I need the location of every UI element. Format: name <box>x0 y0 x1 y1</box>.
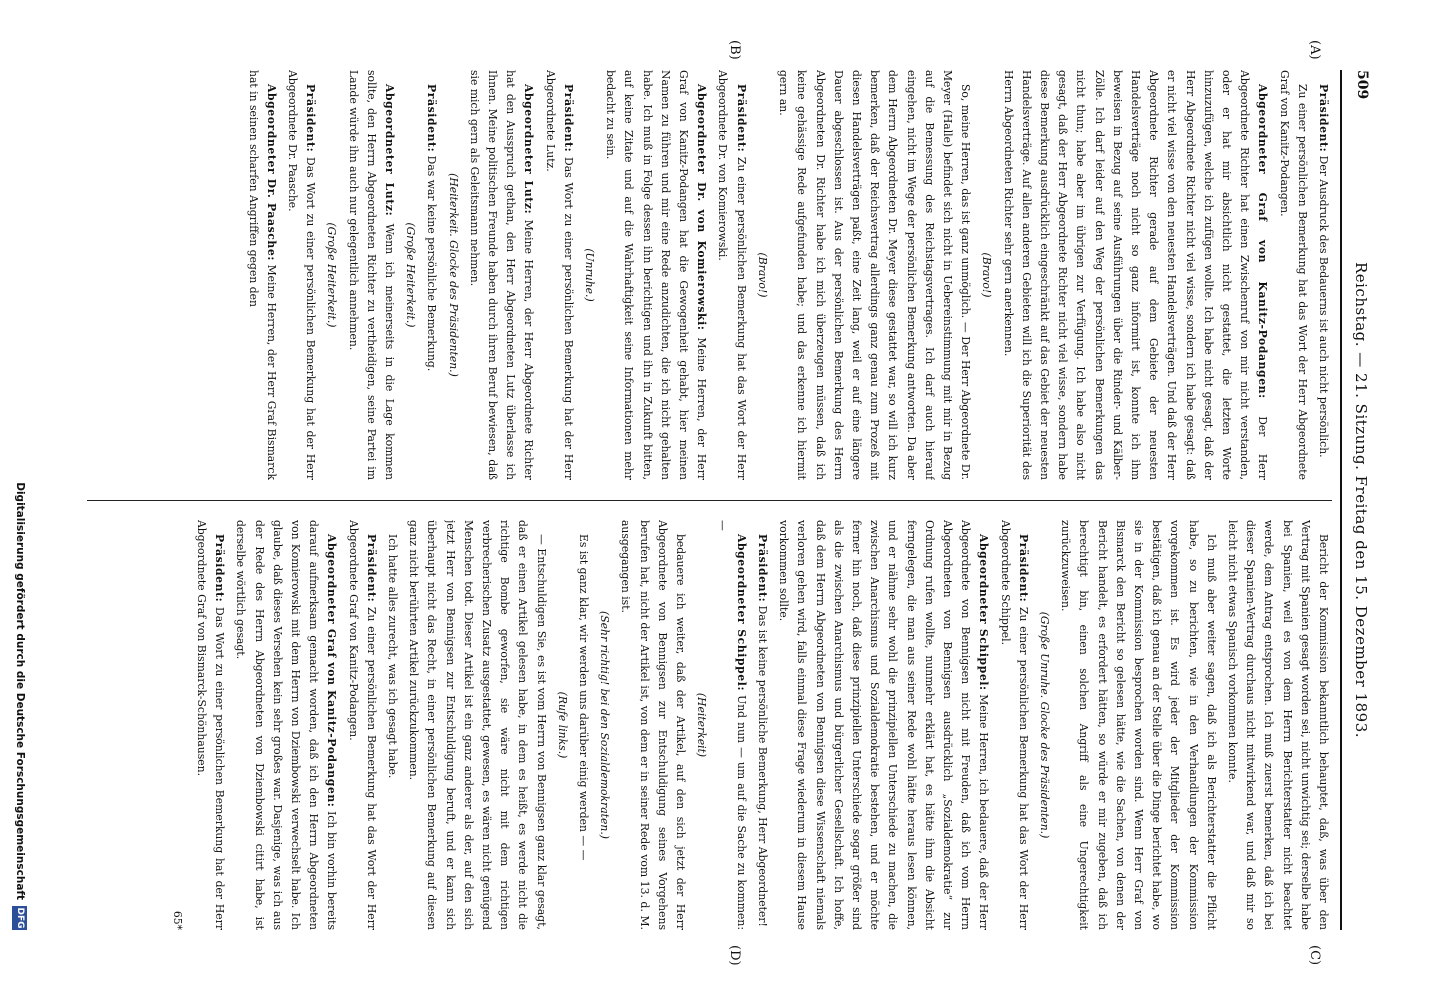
right_column-paragraph <box>1035 520 1053 930</box>
paragraph-text: Ich hatte alles zurecht, was ich gesagt habe. <box>386 534 400 779</box>
right_column-paragraph <box>1056 520 1220 930</box>
paragraph-text: Das Wort zu einer persönlichen Bemerkung hat der Herr Abgeordnete Graf von Bismarck-Schönhausen. <box>195 520 227 930</box>
right_column-paragraph <box>595 520 613 930</box>
paragraph-text: bedauere ich weiter, daß der Artikel, auf den sich jetzt der Herr Abgeordnete von Bennigsen zur Entschuldigung seines Vorgehens berufen hat, nicht der Artikel ist, von dem er in seiner Rede vom 13. d. M. ausgegangen ist. <box>619 520 688 930</box>
left_column-paragraph <box>401 70 419 480</box>
paragraph-text: 65* <box>170 910 184 930</box>
paragraph-text: (Unruhe.) <box>583 248 597 302</box>
speaker-name: Präsident: <box>425 84 439 153</box>
margin-marker-d: (D) <box>727 945 742 966</box>
paragraph-text: (Bravo!) <box>980 252 994 298</box>
left_column-paragraph <box>601 70 710 480</box>
left_column-paragraph <box>998 70 1271 480</box>
speaker-name: Abgeordneter Dr. Paasche: <box>264 84 278 261</box>
right_column-paragraph <box>192 520 228 930</box>
right_column-paragraph <box>231 520 340 930</box>
speaker-name: Präsident: <box>213 534 227 603</box>
paragraph-text: Meine Herren, der Herr Graf von Kanitz-Podangen hat die Gewogenheit gehabt, hier meinen Namen zu führen und mir eine Rede anzudichten, die ich nicht gehalten habe. Ich muß in Folge dessen ihn berichtigen und ihn in Zukunft bitten, auf keine Zitate und auf die Wahrhaftigkeit seine Informationen mehr bedacht zu sein. <box>604 70 709 480</box>
paragraph-text: (Große Heiterkeit.) <box>325 222 339 328</box>
speaker-name: Abgeordneter Graf von Kanitz-Podangen: <box>1256 84 1270 399</box>
margin-marker-b: (B) <box>727 40 742 60</box>
paragraph-text: So, meine Herren, das ist ganz unmöglich. — Der Herr Abgeordnete Dr. Meyer (Halle) befindet sich nicht in Uebereinstimmung mit mir in Bezug auf die Bemessung des Reichstagsvertrages. Ich darf auch hierauf eingehen, nicht im Wege der persönlichen Bemerkung antworten. Da aber dem Herrn Abgeordneten Dr. Meyer diese gestattet war, so will ich kurz bemerken, daß der Reichsvertrag allerdings ganz genau zum Prozeß mit diesen Handelsverträgen paßt, eine Zeit lang, weil er auf eine längere Dauer abgeschlossen ist. Aus der persönlichen Bemerkung des Herrn Abgeordneten Dr. Richter habe ich mich überzeugen müssen, daß ich keine gehässige Rede aufgefunden habe; und das erkenne ich hiermit gern an. <box>777 70 973 480</box>
paragraph-text: (Sehr richtig! bei den Sozialdemokraten.) <box>598 611 612 839</box>
paragraph-text: Zu einer persönlichen Bemerkung hat das Wort der Herr Abgeordnete Graf von Kanitz-Podangen. <box>346 520 378 930</box>
margin-marker-c: (C) <box>1307 945 1322 966</box>
paragraph-text: Ich muß aber weiter sagen, daß ich als Berichterstatter die Pflicht habe, so zu berichten, wie in den Verhandlungen der Kommission vorgekommen ist. Es wird jeder der Mitglieder der Kommission bestätigen, daß ich genau an der Stelle über die Dinge berichtet habe, wo sie in der Kommission besprochen worden sind. Wenn Herr Graf von Bismarck den Bericht so gelesen hätte, wie die Sachen, von denen der Bericht handelt, es erfordert hätten, so würde er mir zugeben, daß ich berechtigt bin, einen solchen Angriff als eine Ungerechtigkeit zurückzuweisen. <box>1059 520 1218 930</box>
speaker-name: Abgeordneter Lutz: <box>522 84 536 215</box>
left_column-paragraph <box>422 70 440 480</box>
paragraph-text: Zu einer persönlichen Bemerkung hat das Wort der Herr Abgeordnete Dr. von Komierowski. <box>716 70 748 480</box>
speaker-name: Präsident: <box>734 84 748 153</box>
left-text-column <box>87 70 1332 480</box>
header-rule <box>1340 70 1342 930</box>
paragraph-text: Das Wort zu einer persönlichen Bemerkung hat der Herr Abgeordnete Dr. Paasche. <box>286 70 318 480</box>
speaker-name: Abgeordneter Lutz: <box>383 84 397 217</box>
paragraph-text: — Entschuldigen Sie, es ist vom Herrn von Bennigsen ganz klar gesagt, daß er einen Artikel gelesen habe, in dem es heißt, es werde nicht die richtige Bombe geworfen, sie wäre nicht mit dem richtigen verbrecherischen Zusatz ausgestattet, gewesen, es wären nicht genügend Menschen todt. Dieser Artikel ist ein ganz anderer als der, auf den sich jetzt Herr von Bennigsen zur Entschuldigung beruft, und er kann sich überhaupt nicht das Recht, in einer persönlichen Bemerkung auf diesen ganz nicht berührten Artikel zurückzukommen. <box>407 520 548 930</box>
right_column-paragraph <box>774 520 992 930</box>
left_column-paragraph <box>713 70 749 480</box>
left_column-paragraph <box>580 70 598 480</box>
speaker-name: Präsident: <box>561 84 575 153</box>
paragraph-text: (Heiterkeit. Glocke des Präsidenten.) <box>446 173 460 377</box>
paragraph-text: Es ist ganz klar, wir werden uns darüber einig werden — — <box>577 534 591 861</box>
right_column-paragraph <box>383 520 401 930</box>
paragraph-text: (Heiterkeit) <box>695 692 709 758</box>
page-footer <box>8 70 28 930</box>
paragraph-text: Ich bin vorhin bereits darauf aufmerksam gemacht worden, daß ich den Herrn Abgeordneten von Komierowski mit dem Herrn von Dziembowski verwechselt habe. Ich glaube, daß dieses Versehen kein sehr großes war. Dasjenige, was ich aus der Rede des Herrn Abgeordneten von Dziembowski citirt habe, ist derselbe wörtlich gesagt. <box>234 520 339 930</box>
right_column-paragraph <box>553 520 571 930</box>
right_column-paragraph <box>616 520 689 930</box>
left_column-paragraph <box>1314 70 1332 480</box>
paragraph-text: Das Wort zu einer persönlichen Bemerkung hat der Herr Abgeordnete Lutz. <box>543 70 575 480</box>
speaker-name: Präsident: <box>364 534 378 603</box>
right_column-paragraph <box>713 520 749 930</box>
right_column-paragraph <box>692 520 710 930</box>
left_column-paragraph <box>283 70 319 480</box>
dfg-logo: DFG <box>12 906 27 930</box>
paragraph-text: Das war keine persönliche Bemerkung. <box>425 155 439 372</box>
right_column-paragraph <box>995 520 1031 930</box>
left_column-paragraph <box>465 70 538 480</box>
right_column-paragraph <box>343 520 379 930</box>
paragraph-text: Meine Herren, ich bedauere, daß der Herr Abgeordnete von Bennigsen nicht mit Freuden, daß ich vom Herrn Abgeordneten von Bennigsen ausdrücklich „Sozialdemokratie“ zur Ordnung rufen wollte, nunmehr erklärt hat, es hätte ihm die Absicht ferngelegen, die man aus seiner Rede wohl hätte heraus lesen können, und er nähme sehr wohl die prinzipiellen Unterschiede zu machen, die zwischen Anarchismus und Sozialdemokratie bestehen, und er möchte ferner hin noch, daß diese prinzipiellen Unterschiede sogar größer sind als die zwischen Anarchismus und bürgerlicher Gesellschaft. Ich hoffe, daß dem Herrn Abgeordneten von Bennigsen diese Wissenschaft niemals verloren gehen wird, falls einmal diese Frage wiederum in diesem Hause vorkommen sollte. <box>777 520 991 930</box>
paragraph-text: (Große Unruhe. Glocke des Präsidenten.) <box>1037 611 1051 839</box>
paragraph-text: Und nun — um auf die Sache zu kommen: — <box>716 520 748 930</box>
margin-marker-a: (A) <box>1307 40 1322 60</box>
paragraph-text: Zu einer persönlichen Bemerkung hat das Wort der Herr Abgeordnete Schippel. <box>998 520 1030 930</box>
right_column-paragraph <box>574 520 592 930</box>
speaker-name: Abgeordneter Schippel: <box>977 534 991 691</box>
right-text-column <box>87 520 1332 930</box>
paragraph-text: (Bravo!) <box>755 252 769 298</box>
paragraph-text: Meine Herren, der Herr Abgeordnete Richter hat den Ausspruch gethan, den Herr Abgeordneten Lutz überlasse ich Ihnen. Meine politischen Freunde haben durch ihren Beruf bewiesen, daß sie mich gern als Geleitsmann nehmen. <box>467 70 536 480</box>
page-title: Reichstag. — 21. Sitzung. Freitag den 15. Dezember 1893. <box>1352 261 1370 739</box>
paragraph-text: Zu einer persönlichen Bemerkung hat das Wort der Herr Abgeordnete Graf von Kanitz-Podangen. <box>1277 70 1309 480</box>
right_column-paragraph <box>753 520 771 930</box>
right_column-paragraph <box>1223 520 1332 930</box>
page-number: 509 <box>1354 70 1370 100</box>
paragraph-text: Das ist keine persönliche Bemerkung, Herr Abgeordneter! <box>755 605 769 927</box>
paragraph-text: Meine Herren, der Herr Graf Bismarck hat in seinen scharfen Angriffen gegen den <box>246 70 278 480</box>
speaker-name: Präsident: <box>304 84 318 153</box>
column-divider <box>87 500 1332 501</box>
speaker-name: Abgeordneter Graf von Kanitz-Podangen: <box>325 534 339 808</box>
right_column-paragraph <box>404 520 550 930</box>
speaker-name: Abgeordneter Dr. von Komierowski: <box>695 84 709 331</box>
left_column-paragraph <box>343 70 398 480</box>
digitization-credit: Digitalisierung gefördert durch die Deutsche Forschungsgemeinschaft <box>14 482 26 900</box>
paragraph-text: (Große Heiterkeit.) <box>404 222 418 328</box>
left_column-paragraph <box>1274 70 1310 480</box>
paragraph-text: Der Ausdruck des Bedauerns ist auch nicht persönlich. <box>1317 155 1330 458</box>
left_column-paragraph <box>243 70 279 480</box>
right_column-paragraph <box>168 520 186 930</box>
speaker-name: Präsident: <box>1016 534 1030 603</box>
paragraph-text: Bericht der Kommission bekanntlich behauptet, daß, was über den Vertrag mit Spanien gesagt worden sei, nicht unwichtig sei; derselbe habe bei Spanien, weil es von dem Herrn Berichterstatter nicht beachtet werde, dem Antrag entsprochen. Ich muß zuerst bemerken, daß ich bei dieser Spanien-Vertrag durchaus nicht mitwirkend war, und daß mir so leicht nicht etwas Spanisch vorkommen konnte. <box>1225 520 1330 930</box>
left_column-paragraph <box>977 70 995 480</box>
left_column-paragraph <box>753 70 771 480</box>
left_column-paragraph <box>322 70 340 480</box>
paragraph-text: Der Herr Abgeordnete Richter hat einen Zwischenruf von mir nicht verstanden, oder er hat mir absichtlich nicht gestattet, die letzten Worte hinzuzufügen, welche ich zufügen wollte. Ich habe nicht gesagt, daß der Herr Abgeordnete Richter nicht viel wisse, sondern ich habe gesagt: daß er nicht viel wisse von den neuesten Handelsverträgen. Und daß der Herr Abgeordnete Richter gerade auf dem Gebiete der neuesten Handelsverträge noch nicht so ganz informirt ist, konnte ich ihm beweisen in Bezug auf seine Ausführungen über die Rinder- und Kälber-Zölle. Ich darf leider auf den Weg der persönlichen Bemerkungen das nicht thun; habe aber im übrigen zur Verfügung. Ich habe also nicht gesagt, daß der Herr Abgeordnete Richter nicht viel wisse, sondern habe diese Bemerkung ausdrücklich eingeschränkt auf das Gebiet der neuesten Handelsverträge. Auf allen anderen Gebieten will ich die Superiorität des Herrn Abgeordneten Richter sehr gern anerkennen. <box>1001 70 1270 480</box>
speaker-name: Präsident: <box>755 534 769 603</box>
speaker-name: Abgeordneter Schippel: <box>734 534 748 692</box>
paragraph-text: (Rufe links.) <box>555 691 569 759</box>
left_column-paragraph <box>443 70 461 480</box>
speaker-name: Präsident: <box>1317 84 1330 153</box>
page-header <box>1344 70 1370 930</box>
paragraph-text: Wenn ich meinerseits in die Lage kommen sollte, den Herrn Abgeordneten Richter zu vertheidigen, seine Partei im Lande würde ihn auch nur gelegentlich annehmen. <box>346 70 397 480</box>
left_column-paragraph <box>774 70 974 480</box>
left_column-paragraph <box>540 70 576 480</box>
